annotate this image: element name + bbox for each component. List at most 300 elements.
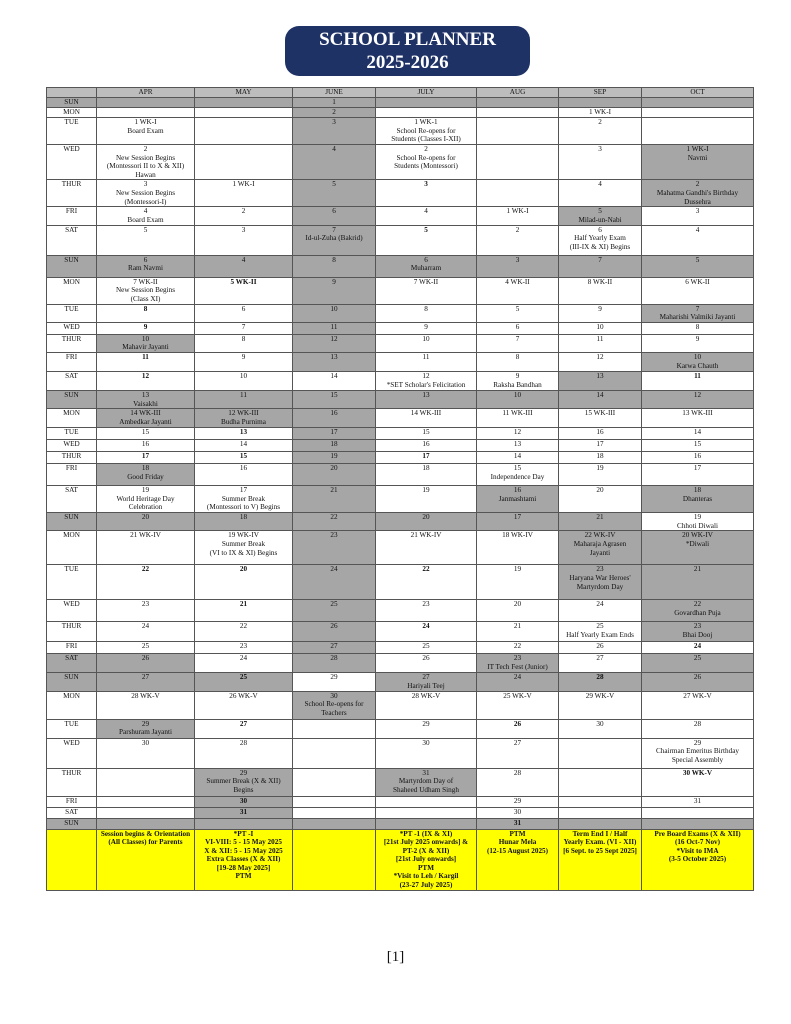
weekday-label: SUN [47,673,97,691]
date-number: 13 [330,352,338,361]
date-cell [477,98,559,108]
weekday-label: FRI [47,796,97,807]
date-cell [376,719,477,738]
event-text: Budha Purnima [221,417,266,426]
date-number: 17 [693,464,702,473]
date-number: 7 WK-II [133,277,158,286]
date-number: 21 [693,565,702,574]
date-cell [293,654,376,673]
date-number: 15 [693,440,702,449]
date-cell [195,409,293,428]
calendar-row [47,334,754,352]
date-cell [642,513,754,531]
date-number: 8 WK-II [587,277,613,286]
month-summary [195,829,293,890]
date-number: 4 [241,255,246,264]
date-number: 15 [239,452,248,461]
title-line-2: 2025-2026 [366,52,449,73]
event-text: School Re-opens for [396,126,456,135]
calendar-row [47,352,754,371]
date-cell [642,565,754,600]
date-number: 3 [143,180,148,189]
corner-cell [47,88,97,98]
date-number: 6 [515,322,520,331]
date-cell [642,118,754,145]
date-cell [642,390,754,408]
date-cell [97,600,195,622]
date-cell [97,304,195,322]
summary-text: *Visit to IMA [676,846,719,855]
date-cell [293,719,376,738]
date-cell [195,673,293,691]
date-cell [376,108,477,118]
date-number: 18 [693,486,702,495]
date-cell [642,180,754,207]
date-cell [642,768,754,796]
date-cell [195,428,293,440]
date-number: 10 [141,334,150,343]
weekday-label: TUE [47,118,97,145]
date-number: 25 [239,673,248,682]
event-text: World Heritage Day [116,494,175,503]
weekday-label: SAT [47,807,97,818]
event-text: Maharaja Agrasen [573,539,627,548]
date-cell [195,390,293,408]
date-number: 12 [596,352,604,361]
event-text: Dhanteras [682,494,713,503]
month-summary [97,829,195,890]
calendar-row [47,768,754,796]
date-number: 14 [330,371,338,380]
date-number: 1 WK-I [232,180,255,189]
date-cell [376,255,477,277]
date-number: 5 [695,255,700,264]
calendar-row [47,738,754,768]
date-cell [97,225,195,255]
date-number: 12 [141,371,150,380]
date-number: 21 [513,622,522,631]
date-cell [376,642,477,654]
date-cell [195,464,293,486]
summary-text: Pre Board Exams (X & XII) [654,829,741,838]
date-number: 24 [141,622,150,631]
date-number: 22 WK-IV [584,531,616,540]
date-cell [559,98,642,108]
date-cell [97,409,195,428]
date-number: 1 WK-I [506,207,529,216]
date-number: 18 [596,452,604,461]
date-cell [477,352,559,371]
event-text: Govardhan Puja [674,608,721,617]
calendar-row [47,691,754,719]
date-number: 14 WK-III [130,409,161,418]
calendar-row [47,807,754,818]
event-text: Mahavir Jayanti [122,343,169,352]
month-header: APR [97,88,195,98]
date-cell [376,98,477,108]
date-number: 21 WK-IV [410,531,442,540]
date-number: 1 WK-1 [414,118,438,126]
date-cell [376,818,477,829]
date-number: 11 [330,322,338,331]
date-cell [195,531,293,565]
date-number: 22 [330,513,338,522]
date-cell [293,486,376,513]
weekday-label: WED [47,738,97,768]
date-cell [293,818,376,829]
date-cell [293,277,376,304]
date-number: 19 [330,452,338,461]
summary-text: Session begins & Orientation [100,829,191,838]
date-number: 22 [239,622,248,631]
date-cell [642,428,754,440]
date-cell [376,180,477,207]
date-number: 22 [513,642,522,651]
date-number: 28 [513,768,522,777]
month-header: SEP [559,88,642,98]
date-cell [376,807,477,818]
date-number: 2 [695,180,700,189]
date-cell [97,673,195,691]
date-number: 28 [596,673,604,682]
date-cell [559,673,642,691]
date-cell [195,207,293,225]
event-text: Martyrdom Day [576,582,624,591]
date-cell [642,719,754,738]
date-cell [559,600,642,622]
date-cell [559,565,642,600]
date-cell [97,719,195,738]
date-cell [195,180,293,207]
date-cell [477,464,559,486]
date-number: 14 WK-III [410,409,442,418]
date-cell [477,673,559,691]
summary-text: PTM [235,872,252,881]
weekday-label: MON [47,409,97,428]
event-text: Teachers [321,708,347,717]
date-number: 6 [598,225,602,234]
date-number: 12 [422,371,430,380]
event-text: Navmi [687,153,708,162]
summary-text: VI-VIII: 5 - 15 May 2025 [205,838,282,847]
calendar-row [47,390,754,408]
date-cell [477,390,559,408]
date-number: 23 [422,600,430,609]
date-cell [642,738,754,768]
date-cell [293,334,376,352]
date-number: 25 [422,642,430,651]
date-number: 11 [422,352,430,361]
date-cell [293,565,376,600]
date-cell [477,277,559,304]
date-cell [559,719,642,738]
date-number: 23 [239,642,248,651]
date-number: 1 WK-I [588,108,612,116]
date-cell [293,768,376,796]
summary-text: (16 Oct-7 Nov) [674,838,721,847]
calendar-row [47,719,754,738]
date-number: 9 [515,371,520,380]
calendar-row [47,371,754,390]
date-number: 9 [332,277,336,286]
date-cell [97,452,195,464]
date-cell [97,691,195,719]
event-text: Ram Navmi [128,264,163,273]
summary-text: [6 Sept. to 25 Sept 2025] [563,846,637,855]
weekday-label: SAT [47,225,97,255]
date-cell [559,818,642,829]
date-cell [559,304,642,322]
date-number: 18 [330,440,338,449]
date-number: 23 [693,622,702,631]
date-number: 8 [332,255,336,264]
event-text: Hariyali Teej [407,681,445,690]
event-text: New Session Begins [115,286,176,295]
weekday-label: TUE [47,428,97,440]
date-number: 11 [142,352,149,361]
month-header: JULY [376,88,477,98]
summary-row [47,829,754,890]
date-cell [376,390,477,408]
date-cell [195,371,293,390]
date-cell [97,98,195,108]
event-text: Independence Day [490,472,545,481]
date-number: 22 [141,565,150,574]
date-number: 11 [240,390,247,399]
event-text: Chairman Emeritus Birthday [655,747,740,756]
date-cell [559,464,642,486]
date-cell [376,565,477,600]
date-cell [642,486,754,513]
date-number: 29 [330,673,338,682]
event-text: School Re-opens for [396,153,456,162]
event-text: Muharram [410,264,442,273]
date-number: 7 [598,255,602,264]
weekday-label: TUE [47,304,97,322]
date-number: 17 [141,452,150,461]
date-cell [293,118,376,145]
date-cell [376,334,477,352]
date-number: 27 [330,642,338,651]
event-text: (Class XI) [130,294,161,303]
date-cell [559,390,642,408]
date-cell [97,322,195,334]
date-cell [195,440,293,452]
calendar-row [47,440,754,452]
date-cell [293,673,376,691]
date-cell [293,352,376,371]
date-number: 20 [239,565,248,574]
date-number: 5 [332,180,336,189]
event-text: Raksha Bandhan [493,380,542,389]
summary-text: PTM [418,863,434,872]
date-cell [195,600,293,622]
date-cell [477,440,559,452]
date-number: 9 [241,352,246,361]
date-cell [293,225,376,255]
event-text: Summer Break [221,539,266,548]
weekday-label: TUE [47,565,97,600]
date-number: 3 [695,207,700,216]
date-cell [477,719,559,738]
date-cell [376,440,477,452]
date-number: 29 [513,796,522,805]
date-cell [97,807,195,818]
date-cell [97,440,195,452]
date-number: 30 [141,738,150,747]
date-cell [477,531,559,565]
date-number: 2 [515,225,520,234]
date-cell [559,513,642,531]
date-number: 24 [693,642,702,651]
date-number: 7 [515,334,520,343]
month-summary [477,829,559,890]
date-number: 25 [141,642,150,651]
weekday-label: SUN [47,98,97,108]
event-text: Parshuram Jayanti [119,728,172,737]
month-header: AUG [477,88,559,98]
date-cell [376,371,477,390]
date-cell [293,807,376,818]
planner-table [46,87,754,891]
date-number: 10 [693,352,702,361]
event-text: Vaisakhi [133,399,158,408]
date-number: 14 [239,440,248,449]
summary-text: (23-27 July 2025) [399,881,453,890]
calendar-row [47,180,754,207]
date-cell [293,691,376,719]
date-cell [376,531,477,565]
date-number: 20 [596,486,604,495]
date-cell [97,642,195,654]
date-number: 7 WK-II [413,277,439,286]
date-cell [642,691,754,719]
date-number: 20 [422,513,430,522]
date-number: 9 [424,322,428,331]
date-cell [559,531,642,565]
date-number: 23 [596,565,604,574]
date-number: 19 [596,464,604,473]
date-number: 27 [596,654,604,663]
date-cell [559,145,642,180]
date-cell [195,277,293,304]
date-cell [376,225,477,255]
date-number: 5 [143,225,148,234]
date-number: 30 [239,796,248,805]
date-cell [477,818,559,829]
date-cell [97,513,195,531]
date-number: 17 [513,513,522,522]
date-number: 16 [693,452,702,461]
date-number: 1 [332,98,336,106]
date-number: 17 [422,452,430,461]
date-number: 19 [422,486,430,495]
date-number: 9 [695,334,700,343]
date-cell [376,622,477,642]
date-cell [559,180,642,207]
date-cell [477,145,559,180]
event-text: Id-ul-Zuha (Bakrid) [305,234,363,243]
date-cell [293,255,376,277]
date-number: 8 [695,322,700,331]
calendar-row [47,108,754,118]
date-cell [293,390,376,408]
month-header: MAY [195,88,293,98]
event-text: Mahatma Gandhi's Birthday [656,188,739,197]
date-cell [376,118,477,145]
date-cell [293,738,376,768]
month-summary [642,829,754,890]
date-cell [477,225,559,255]
date-number: 20 WK-IV [682,531,713,540]
event-text: Dussehra [684,197,711,206]
date-cell [642,796,754,807]
date-number: 10 [422,334,430,343]
date-number: 3 [332,118,336,126]
weekday-label: MON [47,691,97,719]
date-number: 26 [596,642,604,651]
summary-text: Extra Classes (X & XII) [206,855,281,864]
date-cell [376,428,477,440]
date-number: 2 [598,118,602,126]
event-text: Board Exam [127,126,164,135]
date-cell [293,513,376,531]
date-cell [642,352,754,371]
date-number: 28 [693,719,702,728]
date-cell [97,464,195,486]
date-number: 29 [141,719,150,728]
date-cell [559,691,642,719]
date-cell [97,352,195,371]
summary-text: X & XII: 5 - 15 May 2025 [204,846,283,855]
date-number: 3 [515,255,520,264]
calendar-row [47,428,754,440]
date-number: 31 [693,796,702,805]
date-number: 19 [513,565,522,574]
date-number: 16 [141,440,150,449]
date-number: 16 [422,440,430,449]
date-cell [477,118,559,145]
weekday-label: FRI [47,642,97,654]
date-cell [477,642,559,654]
date-number: 8 [424,304,428,313]
date-number: 12 [693,390,702,399]
date-cell [293,108,376,118]
planner-body [47,98,754,891]
weekday-label: SUN [47,513,97,531]
date-number: 25 [693,654,702,663]
date-number: 6 [143,255,148,264]
date-cell [477,304,559,322]
date-number: 13 [513,440,522,449]
date-cell [477,334,559,352]
date-cell [642,108,754,118]
event-text: IT Tech Fest (Junior) [487,662,548,671]
date-number: 6 [241,304,246,313]
date-number: 4 [143,207,148,216]
date-cell [97,118,195,145]
event-text: Ambedkar Jayanti [119,417,172,426]
calendar-row [47,673,754,691]
date-cell [477,409,559,428]
weekday-label: SAT [47,486,97,513]
date-number: 13 WK-III [682,409,713,418]
event-text: New Session Begins [115,153,176,162]
date-cell [97,108,195,118]
event-text: Students (Classes I-XII) [391,135,461,144]
summary-text: *PT -1 (IX & XI) [399,829,453,838]
date-number: 2 [143,145,148,153]
